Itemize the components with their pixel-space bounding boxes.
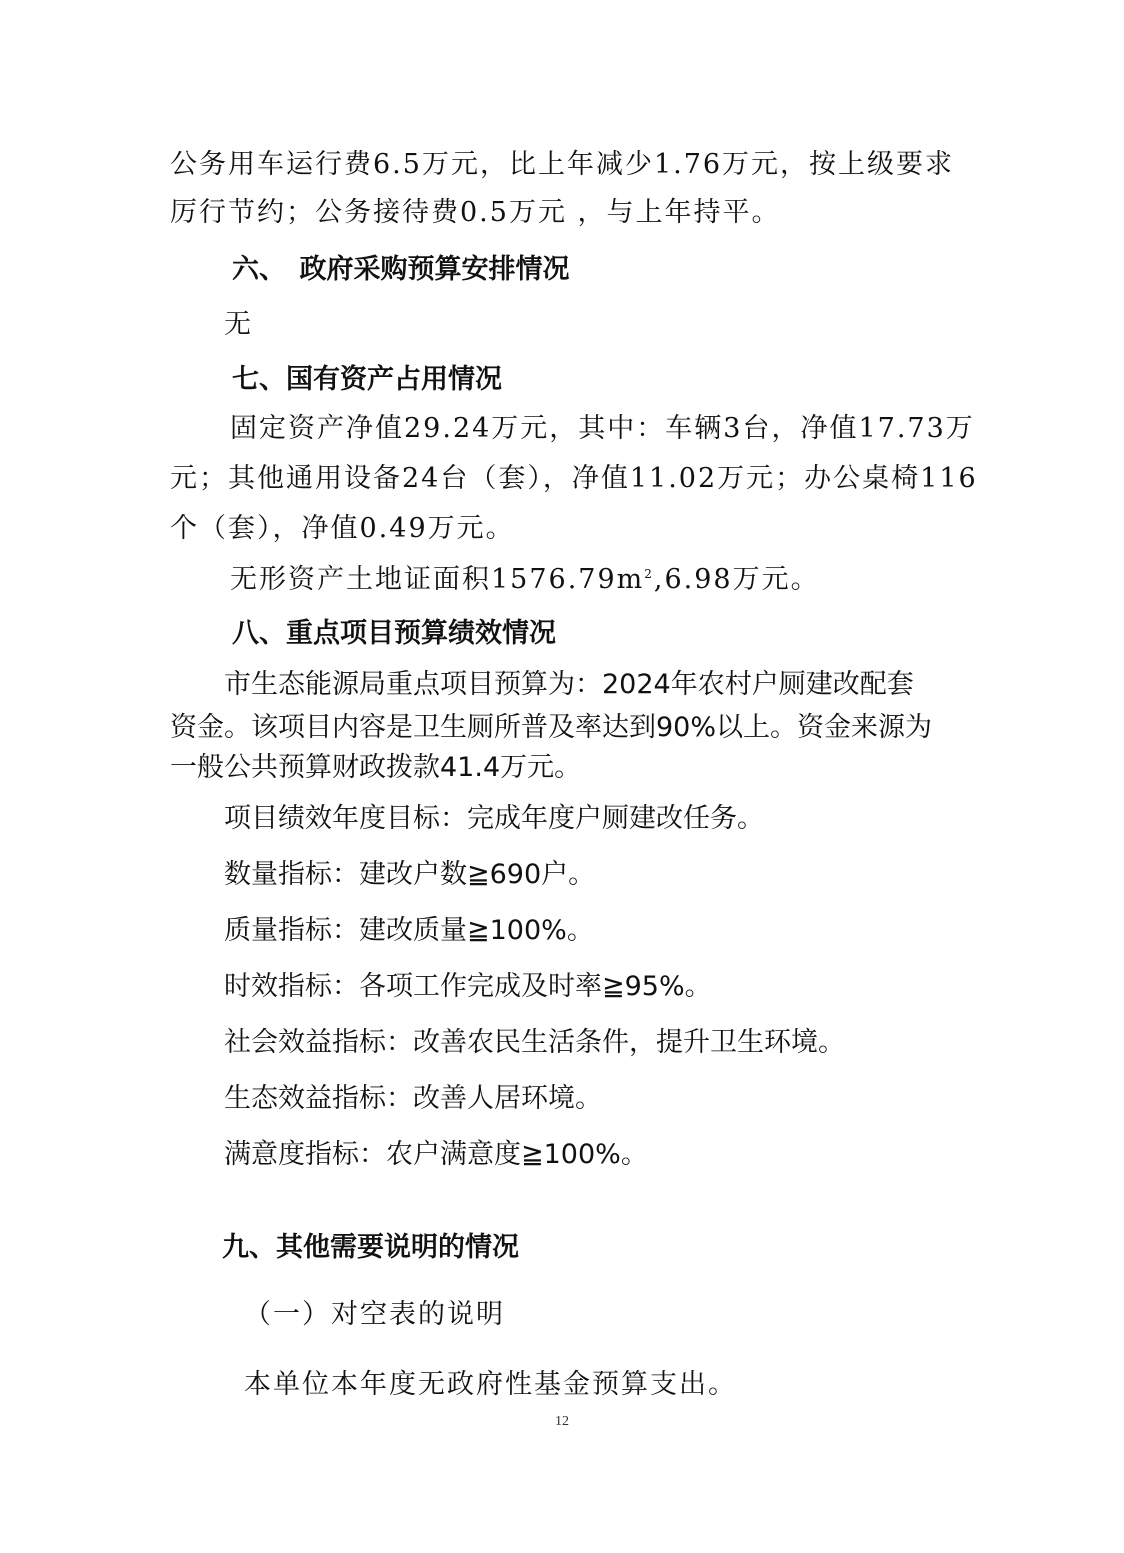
section7-intangible: [230, 557, 820, 596]
indicator-annual-goal: 项目绩效年度目标：完成年度户厕建改任务。: [224, 803, 764, 834]
section6-heading: 六、 政府采购预算安排情况: [232, 254, 570, 285]
section7-heading: 七、国有资产占用情况: [232, 364, 502, 395]
indicator-timeliness: 时效指标：各项工作完成及时率≧95%。: [224, 971, 712, 1002]
continuation-line-1: 公务用车运行费6.5万元，比上年减少1.76万元，按上级要求: [170, 149, 955, 180]
section7-line-2: 元；其他通用设备24台（套），净值11.02万元；办公桌椅116: [170, 463, 978, 494]
section9-heading: 九、其他需要说明的情况: [222, 1232, 519, 1263]
section8-para-line-1: 市生态能源局重点项目预算为：2024年农村户厕建改配套: [224, 669, 914, 700]
section9-subheading: （一）对空表的说明: [244, 1299, 505, 1330]
section7-line-3: 个（套），净值0.49万元。: [170, 513, 515, 544]
indicator-quality: 质量指标：建改质量≧100%。: [224, 915, 594, 946]
section7-line-1: 固定资产净值29.24万元，其中：车辆3台，净值17.73万: [230, 413, 975, 444]
area-superscript: 2: [644, 567, 654, 581]
intangible-text: 无形资产土地证面积1576.79m: [230, 564, 645, 595]
intangible-value: ,6.98万元。: [653, 564, 820, 595]
section8-para-line-3: 一般公共预算财政拨款41.4万元。: [170, 752, 582, 783]
page-number: 12: [555, 1414, 569, 1429]
section9-body: 本单位本年度无政府性基金预算支出。: [244, 1369, 737, 1400]
indicator-ecological-benefit: 生态效益指标：改善人居环境。: [224, 1083, 602, 1114]
indicator-quantity: 数量指标：建改户数≧690户。: [224, 859, 596, 890]
section8-para-line-2: 资金。该项目内容是卫生厕所普及率达到90%以上。资金来源为: [170, 712, 933, 743]
section8-heading: 八、重点项目预算绩效情况: [232, 618, 556, 649]
indicator-satisfaction: 满意度指标：农户满意度≧100%。: [224, 1139, 648, 1170]
continuation-line-2: 厉行节约；公务接待费0.5万元 ，与上年持平。: [170, 197, 781, 228]
section6-body: 无: [224, 309, 251, 340]
indicator-social-benefit: 社会效益指标：改善农民生活条件，提升卫生环境。: [224, 1027, 845, 1058]
